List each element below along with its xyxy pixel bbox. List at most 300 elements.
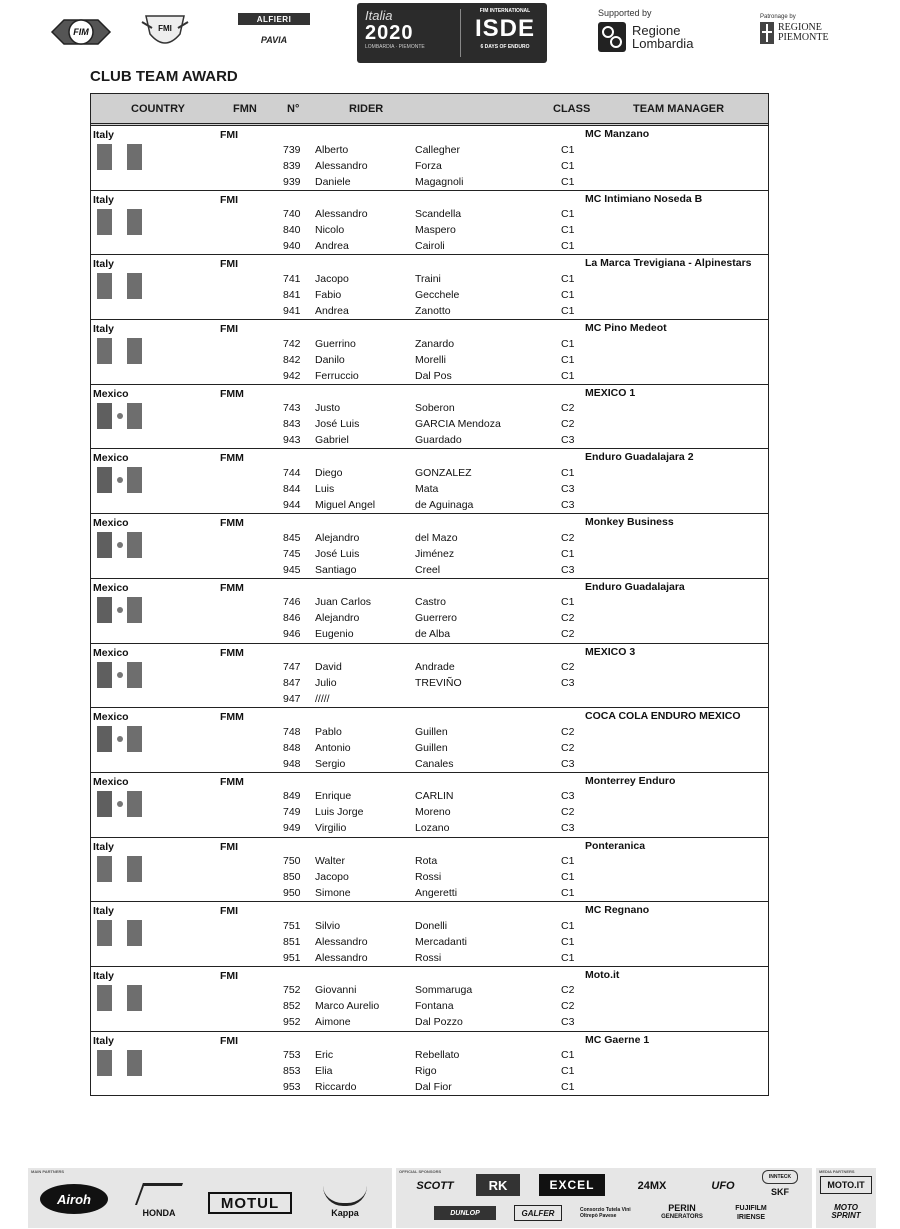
- rider-row: [91, 886, 768, 902]
- rider-class: C1: [561, 143, 575, 156]
- team-country: Mexico: [93, 387, 129, 400]
- rider-number: 950: [283, 887, 301, 900]
- rider-first-name: Eugenio: [315, 628, 354, 641]
- rider-last-name: Jiménez: [415, 547, 455, 560]
- rider-last-name: Morelli: [415, 353, 446, 366]
- rider-last-name: Dal Pozzo: [415, 1016, 463, 1029]
- piemonte-name-line1: REGIONE: [778, 22, 822, 33]
- isde-2020-logo: [357, 3, 547, 63]
- rider-last-name: Scandella: [415, 208, 462, 221]
- rider-first-name: Alessandro: [315, 208, 368, 221]
- team-country: Mexico: [93, 646, 129, 659]
- team-manager: MEXICO 3: [585, 645, 636, 658]
- rider-last-name: Guillen: [415, 725, 448, 738]
- rider-last-name: Maspero: [415, 224, 456, 237]
- column-header-fmn: FMN: [233, 103, 257, 115]
- rider-number: 739: [283, 143, 301, 156]
- rider-class: C1: [561, 272, 575, 285]
- rider-number: 749: [283, 806, 301, 819]
- rider-class: C1: [561, 1081, 575, 1094]
- column-header-rider: RIDER: [349, 103, 384, 115]
- rider-number: 753: [283, 1049, 301, 1062]
- rider-number: 944: [283, 498, 301, 511]
- rider-last-name: Lozano: [415, 822, 450, 835]
- team-country: Mexico: [93, 775, 129, 788]
- rider-first-name: Fabio: [315, 288, 342, 301]
- rider-number: 840: [283, 224, 301, 237]
- rider-row: [91, 143, 768, 159]
- rider-first-name: Andrea: [315, 240, 349, 253]
- rider-first-name: Alejandro: [315, 531, 360, 544]
- rider-number: 745: [283, 547, 301, 560]
- rider-first-name: Ferruccio: [315, 369, 359, 382]
- team-manager: Enduro Guadalajara: [585, 580, 685, 593]
- rider-class: C2: [561, 402, 575, 415]
- airoh-logo: Airoh: [40, 1184, 108, 1214]
- rider-last-name: Dal Fior: [415, 1081, 452, 1094]
- galfer-logo: GALFER: [514, 1205, 562, 1221]
- perin-generators-logo: PERIN GENERATORS: [661, 1203, 703, 1220]
- rider-row: [91, 337, 768, 353]
- rider-last-name: Creel: [415, 563, 441, 576]
- fim-logo: FIM: [50, 14, 112, 50]
- rider-class: C2: [561, 1000, 575, 1013]
- rider-row: [91, 207, 768, 223]
- rider-first-name: Julio: [315, 677, 337, 689]
- team-block: [91, 191, 768, 256]
- rider-class: C1: [561, 240, 575, 253]
- team-country: Italy: [93, 193, 115, 206]
- rider-number: 939: [283, 175, 301, 188]
- fujifilm-iriense-logo: FUJIFILM IRIENSE: [735, 1205, 767, 1221]
- rider-first-name: Alberto: [315, 143, 349, 156]
- team-block: [91, 255, 768, 320]
- rider-row: [91, 159, 768, 175]
- column-header-class: CLASS: [553, 103, 591, 115]
- team-fmn: FMM: [220, 775, 244, 788]
- rider-row: [91, 401, 768, 417]
- rider-class: C1: [561, 159, 575, 172]
- rider-class: C3: [561, 677, 575, 689]
- lombardia-name-line2: Lombardia: [632, 36, 694, 51]
- isde-divider: [460, 9, 461, 57]
- honda-wing-icon: [135, 1183, 183, 1205]
- rider-class: C3: [561, 482, 575, 495]
- rider-class: C1: [561, 337, 575, 350]
- main-partners-panel: [28, 1168, 392, 1228]
- rider-first-name: José Luis: [315, 547, 360, 560]
- isde-days-text: 6 DAYS OF ENDURO: [480, 44, 530, 50]
- rider-row: [91, 433, 768, 449]
- rider-number: 846: [283, 612, 301, 625]
- team-fmn: FMI: [220, 193, 239, 206]
- team-manager: MC Manzano: [585, 128, 650, 140]
- rider-number: 853: [283, 1065, 301, 1078]
- rider-last-name: Soberon: [415, 402, 455, 415]
- ufo-logo: UFO: [711, 1180, 735, 1192]
- team-block: [91, 449, 768, 514]
- rider-row: [91, 1048, 768, 1064]
- rider-last-name: Andrade: [415, 661, 455, 673]
- rider-last-name: Moreno: [415, 806, 451, 819]
- rider-first-name: Enrique: [315, 790, 352, 803]
- rider-last-name: Canales: [415, 757, 454, 770]
- rider-last-name: GARCIA Mendoza: [415, 418, 501, 431]
- team-manager: MC Regnano: [585, 904, 650, 917]
- rider-row: [91, 1080, 768, 1096]
- team-block: [91, 579, 768, 644]
- rider-row: [91, 417, 768, 433]
- rider-last-name: Magagnoli: [415, 175, 464, 188]
- rider-first-name: Danilo: [315, 353, 345, 366]
- team-block: [91, 385, 768, 450]
- rider-row: [91, 304, 768, 320]
- rider-row: [91, 870, 768, 886]
- rider-first-name: Marco Aurelio: [315, 1000, 380, 1013]
- team-fmn: FMI: [220, 1034, 239, 1047]
- team-country: Italy: [93, 905, 115, 918]
- rider-first-name: Luis Jorge: [315, 806, 364, 819]
- rider-last-name: Sommaruga: [415, 984, 473, 997]
- consorzio-oltrepo-logo: Consorzio Tutela Vini Oltrepò Pavese: [580, 1207, 631, 1219]
- regione-piemonte-logo: [760, 14, 838, 54]
- rider-first-name: Sergio: [315, 757, 346, 770]
- team-manager: Moto.it: [585, 968, 620, 981]
- header-logos: [0, 0, 900, 70]
- rider-last-name: Cairoli: [415, 240, 445, 253]
- rider-number: 849: [283, 790, 301, 803]
- rider-row: [91, 369, 768, 385]
- rider-first-name: Virgilio: [315, 822, 347, 835]
- pavia-logo: PAVIA: [260, 35, 288, 45]
- moto-it-logo: MOTO.IT: [820, 1176, 872, 1194]
- kappa-logo: Kappa: [314, 1186, 376, 1218]
- rider-number: 743: [283, 402, 301, 415]
- rider-number: 742: [283, 337, 301, 350]
- rider-class: C1: [561, 547, 575, 560]
- media-partners-caption: MEDIA PARTNERS: [819, 1169, 855, 1174]
- official-sponsors-panel: [396, 1168, 812, 1228]
- rider-class: C3: [561, 790, 575, 803]
- rider-last-name: Rebellato: [415, 1049, 460, 1062]
- rider-class: C2: [561, 741, 575, 754]
- rider-number: 839: [283, 159, 301, 172]
- rider-number: 940: [283, 240, 301, 253]
- official-sponsors-caption: OFFICIAL SPONSORS: [399, 1169, 442, 1174]
- rider-class: C3: [561, 1016, 575, 1029]
- rider-number: 842: [283, 353, 301, 366]
- rider-class: C1: [561, 369, 575, 382]
- rider-last-name: Fontana: [415, 1000, 454, 1013]
- honda-logo: HONDA: [128, 1178, 190, 1222]
- rider-class: C3: [561, 563, 575, 576]
- rider-first-name: Alejandro: [315, 612, 360, 625]
- rider-last-name: Traini: [415, 272, 441, 285]
- rider-first-name: Eric: [315, 1049, 334, 1062]
- team-block: [91, 644, 768, 709]
- rider-row: [91, 935, 768, 951]
- rider-row: [91, 531, 768, 547]
- rider-first-name: /////: [315, 693, 330, 705]
- rider-class: C1: [561, 175, 575, 188]
- team-manager: Enduro Guadalajara 2: [585, 451, 694, 464]
- scott-logo: SCOTT: [416, 1180, 454, 1192]
- rider-row: [91, 272, 768, 288]
- team-fmn: FMI: [220, 129, 239, 141]
- team-block: [91, 838, 768, 903]
- rider-number: 841: [283, 288, 301, 301]
- rider-first-name: Miguel Angel: [315, 498, 376, 511]
- rider-class: C1: [561, 919, 575, 932]
- sponsors-footer: [28, 1168, 876, 1228]
- rider-number: 941: [283, 304, 301, 317]
- column-header-country: COUNTRY: [131, 103, 185, 115]
- rider-class: C3: [561, 498, 575, 511]
- rider-class: C2: [561, 628, 575, 641]
- team-country: Mexico: [93, 452, 129, 465]
- rider-row: [91, 741, 768, 757]
- rider-row: [91, 789, 768, 805]
- rider-first-name: Alessandro: [315, 951, 368, 964]
- team-block: [91, 902, 768, 967]
- rider-class: C3: [561, 434, 575, 447]
- team-fmn: FMM: [220, 711, 244, 724]
- isde-italia-text: Italia: [365, 8, 393, 23]
- rider-first-name: Walter: [315, 855, 345, 868]
- team-block: [91, 514, 768, 579]
- rider-last-name: Rota: [415, 855, 438, 868]
- isde-fim-text: FIM INTERNATIONAL: [479, 8, 531, 14]
- rider-last-name: Dal Pos: [415, 369, 452, 382]
- rider-last-name: TREVIÑO: [415, 677, 462, 689]
- rider-number: 847: [283, 677, 301, 689]
- team-manager: Ponteranica: [585, 839, 646, 852]
- rider-class: C1: [561, 288, 575, 301]
- rider-first-name: Diego: [315, 466, 343, 479]
- media-partners-panel: [816, 1168, 876, 1228]
- rider-last-name: de Alba: [415, 628, 451, 641]
- team-fmn: FMM: [220, 387, 244, 400]
- team-manager: MC Intimiano Noseda B: [585, 192, 703, 205]
- rider-class: C1: [561, 887, 575, 900]
- supported-by-label: Supported by: [598, 8, 652, 18]
- lombardia-rose-icon: [598, 22, 626, 52]
- page-title: CLUB TEAM AWARD: [90, 68, 238, 85]
- rider-first-name: Andrea: [315, 304, 349, 317]
- rider-number: 942: [283, 369, 301, 382]
- rider-last-name: Callegher: [415, 143, 460, 156]
- rider-row: [91, 223, 768, 239]
- column-header-number: N°: [287, 103, 300, 115]
- rider-class: C2: [561, 984, 575, 997]
- team-country: Italy: [93, 129, 115, 141]
- kappa-figures-icon: [323, 1186, 367, 1206]
- rider-row: [91, 1015, 768, 1031]
- rider-class: C2: [561, 612, 575, 625]
- fmi-logo: FMI: [140, 12, 190, 54]
- team-manager: Monkey Business: [585, 516, 674, 529]
- rider-class: C1: [561, 871, 575, 884]
- rider-class: C1: [561, 208, 575, 221]
- rider-last-name: Zanardo: [415, 337, 455, 350]
- column-header-team-manager: TEAM MANAGER: [633, 103, 725, 115]
- rider-class: C1: [561, 1049, 575, 1062]
- team-block: [91, 320, 768, 385]
- rider-last-name: Guillen: [415, 741, 448, 754]
- team-country: Italy: [93, 1034, 115, 1047]
- rider-number: 748: [283, 725, 301, 738]
- team-fmn: FMI: [220, 969, 239, 982]
- rider-row: [91, 854, 768, 870]
- rider-row: [91, 676, 768, 692]
- team-country: Italy: [93, 323, 115, 336]
- rider-number: 744: [283, 466, 301, 479]
- lombardia-name-line1: Regione: [632, 23, 681, 38]
- rider-row: [91, 999, 768, 1015]
- rider-number: 951: [283, 951, 301, 964]
- rider-first-name: Justo: [315, 402, 341, 415]
- rk-logo: RK: [476, 1174, 520, 1196]
- rider-class: C3: [561, 757, 575, 770]
- patronage-by-label: Patronage by: [760, 14, 796, 20]
- rider-last-name: Castro: [415, 596, 446, 609]
- rider-number: 752: [283, 984, 301, 997]
- team-country: Italy: [93, 840, 115, 853]
- excel-logo: EXCEL: [539, 1174, 605, 1196]
- rider-class: C1: [561, 951, 575, 964]
- rider-number: 947: [283, 693, 301, 705]
- rider-last-name: Guardado: [415, 434, 462, 447]
- rider-first-name: Silvio: [315, 919, 341, 932]
- rider-class: C1: [561, 935, 575, 948]
- dunlop-logo: DUNLOP: [434, 1206, 496, 1220]
- rider-class: C2: [561, 725, 575, 738]
- rider-first-name: Santiago: [315, 563, 357, 576]
- rider-number: 845: [283, 531, 301, 544]
- rider-number: 953: [283, 1081, 301, 1094]
- rider-number: 852: [283, 1000, 301, 1013]
- team-country: Italy: [93, 969, 115, 982]
- rider-row: [91, 482, 768, 498]
- club-team-award-table: [90, 93, 769, 1096]
- team-list: [91, 126, 768, 1096]
- isde-location-text: LOMBARDIA · PIEMONTE: [365, 44, 425, 50]
- rider-row: [91, 563, 768, 579]
- rider-row: [91, 951, 768, 967]
- rider-class: C1: [561, 466, 575, 479]
- rider-first-name: David: [315, 661, 342, 673]
- motosprint-logo: MOTO SPRINT: [831, 1203, 861, 1220]
- rider-number: 747: [283, 661, 301, 673]
- rider-number: 746: [283, 596, 301, 609]
- rider-class: C1: [561, 304, 575, 317]
- motul-logo: MOTUL: [208, 1192, 292, 1214]
- rider-row: [91, 611, 768, 627]
- rider-class: C2: [561, 418, 575, 431]
- rider-first-name: Aimone: [315, 1016, 351, 1029]
- team-country: Italy: [93, 258, 115, 271]
- rider-class: C3: [561, 822, 575, 835]
- rider-last-name: Rossi: [415, 951, 442, 964]
- team-fmn: FMM: [220, 452, 244, 465]
- rider-last-name: Mata: [415, 482, 439, 495]
- team-fmn: FMM: [220, 517, 244, 530]
- rider-first-name: Daniele: [315, 175, 351, 188]
- isde-year-text: 2020: [365, 22, 414, 44]
- rider-row: [91, 660, 768, 676]
- rider-class: C1: [561, 353, 575, 366]
- team-manager: MC Pino Medeot: [585, 322, 667, 335]
- rider-number: 750: [283, 855, 301, 868]
- rider-number: 943: [283, 434, 301, 447]
- rider-first-name: Alessandro: [315, 159, 368, 172]
- rider-row: [91, 805, 768, 821]
- rider-first-name: Guerrino: [315, 337, 356, 350]
- rider-number: 848: [283, 741, 301, 754]
- rider-first-name: Elia: [315, 1065, 333, 1078]
- rider-row: [91, 595, 768, 611]
- rider-number: 844: [283, 482, 301, 495]
- main-partners-caption: MAIN PARTNERS: [31, 1169, 65, 1174]
- rider-row: [91, 919, 768, 935]
- rider-row: [91, 627, 768, 643]
- rider-number: 740: [283, 208, 301, 221]
- rider-first-name: Juan Carlos: [315, 596, 372, 609]
- team-manager: COCA COLA ENDURO MEXICO: [585, 710, 741, 723]
- rider-first-name: Gabriel: [315, 434, 349, 447]
- rider-row: [91, 239, 768, 255]
- rider-class: C1: [561, 1065, 575, 1078]
- rider-row: [91, 353, 768, 369]
- rider-first-name: Giovanni: [315, 984, 357, 997]
- rider-first-name: Alessandro: [315, 935, 368, 948]
- rider-last-name: Mercadanti: [415, 935, 467, 948]
- rider-row: [91, 1064, 768, 1080]
- rider-last-name: Zanotto: [415, 304, 451, 317]
- rider-row: [91, 466, 768, 482]
- innteck-logo: INNTECK: [762, 1170, 798, 1184]
- rider-class: C2: [561, 531, 575, 544]
- rider-last-name: del Mazo: [415, 531, 458, 544]
- team-fmn: FMI: [220, 905, 239, 918]
- rider-number: 948: [283, 757, 301, 770]
- rider-last-name: Angeretti: [415, 887, 458, 900]
- rider-row: [91, 725, 768, 741]
- rider-first-name: José Luis: [315, 418, 360, 431]
- rider-last-name: Guerrero: [415, 612, 458, 625]
- team-block: [91, 126, 768, 191]
- rider-number: 952: [283, 1016, 301, 1029]
- team-fmn: FMI: [220, 840, 239, 853]
- rider-first-name: Simone: [315, 887, 351, 900]
- rider-number: 751: [283, 919, 301, 932]
- table-header: [91, 94, 768, 126]
- team-fmn: FMM: [220, 646, 244, 659]
- rider-number: 843: [283, 418, 301, 431]
- rider-number: 946: [283, 628, 301, 641]
- team-manager: La Marca Trevigiana - Alpinestars: [585, 257, 752, 270]
- rider-number: 851: [283, 935, 301, 948]
- rider-last-name: de Aguinaga: [415, 498, 474, 511]
- rider-row: [91, 692, 768, 708]
- team-fmn: FMI: [220, 258, 239, 271]
- rider-first-name: Pablo: [315, 725, 342, 738]
- regione-lombardia-logo: [598, 8, 710, 56]
- rider-class: C1: [561, 855, 575, 868]
- team-block: [91, 708, 768, 773]
- rider-first-name: Jacopo: [315, 871, 349, 884]
- rider-first-name: Jacopo: [315, 272, 349, 285]
